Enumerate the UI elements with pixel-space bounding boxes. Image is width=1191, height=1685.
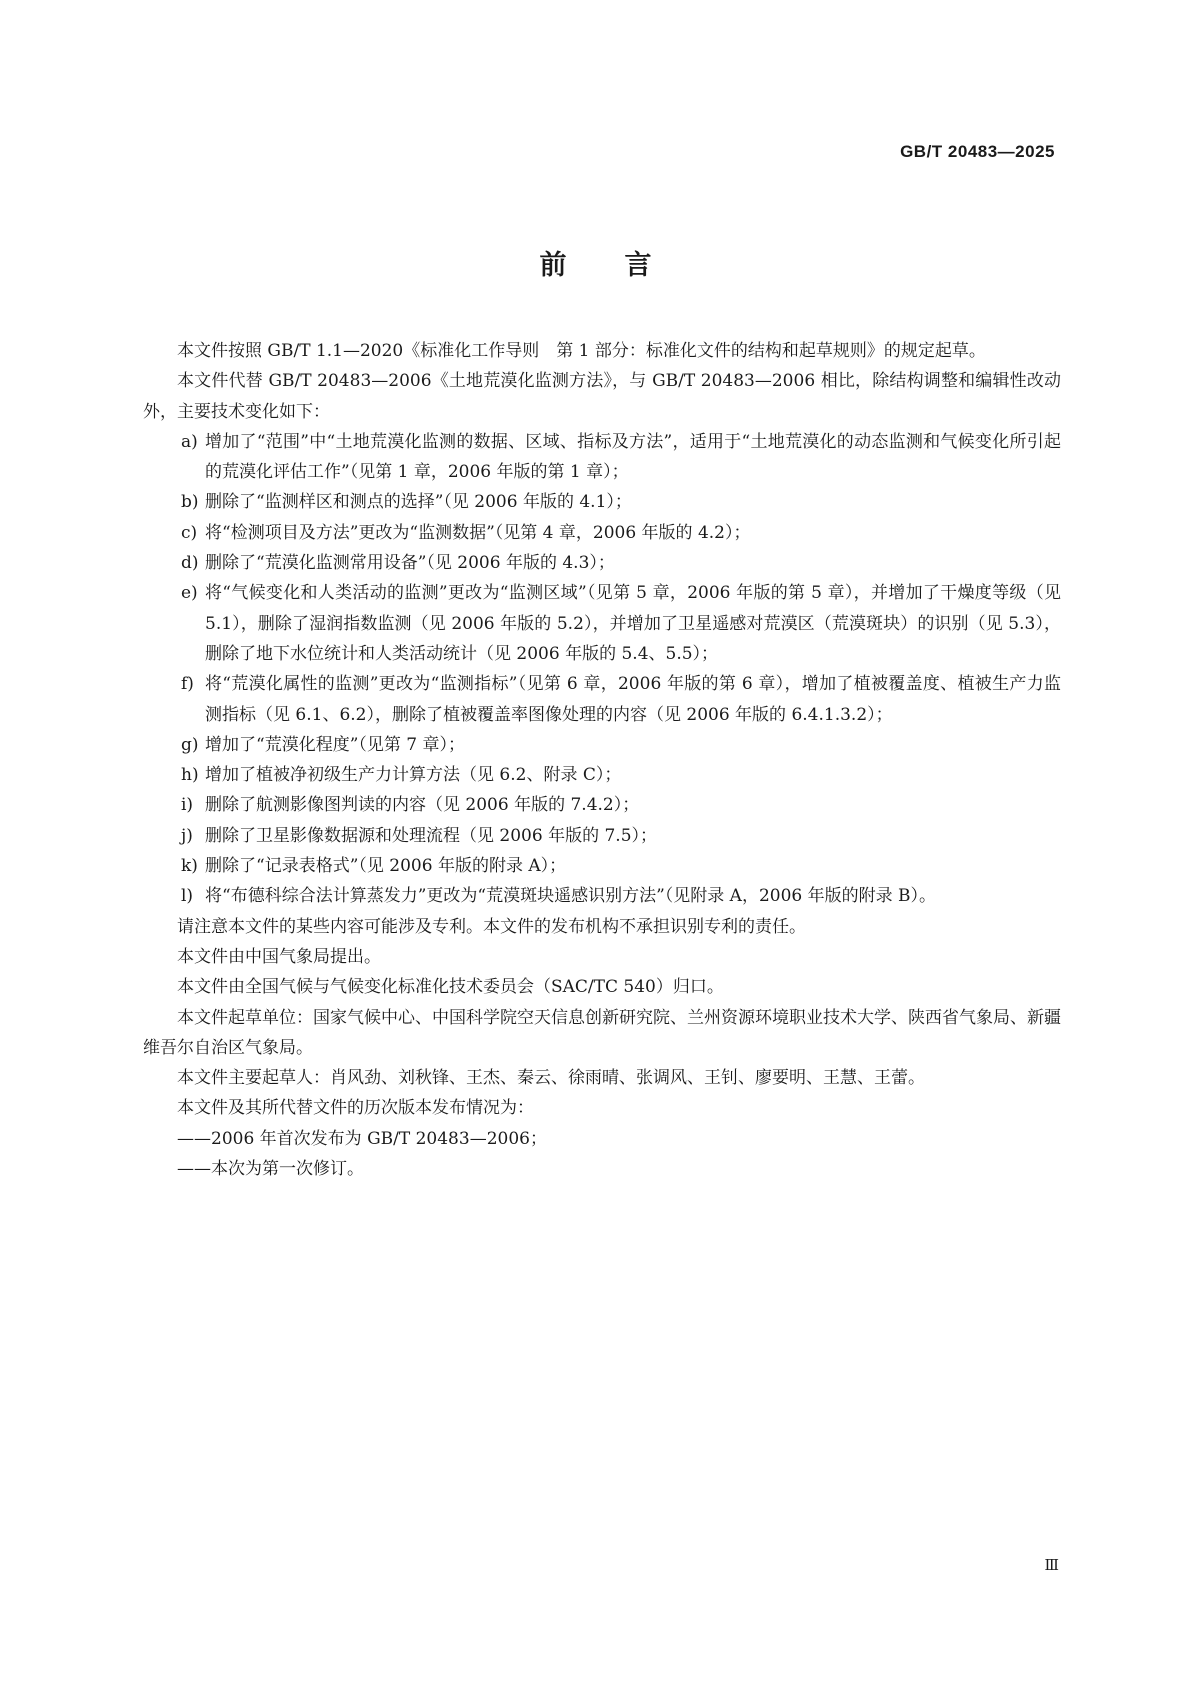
list-item-label: a)	[181, 431, 198, 452]
intro-paragraph: 本文件代替 GB/T 20483—2006《土地荒漠化监测方法》，与 GB/T 20483—2006 相比，除结构调整和编辑性改动外，主要技术变化如下：	[143, 371, 1061, 422]
patent-notice: 请注意本文件的某些内容可能涉及专利。本文件的发布机构不承担识别专利的责任。	[177, 916, 806, 937]
drafting-units: 本文件起草单位：国家气候中心、中国科学院空天信息创新研究院、兰州资源环境职业技术大学、陕西省气象局、新疆维吾尔自治区气象局。	[143, 1007, 1061, 1058]
list-item	[143, 730, 1061, 760]
list-item-text: 将“荒漠化属性的监测”更改为“监测指标”（见第 6 章，2006 年版的第 6 章），增加了植被覆盖度、植被生产力监测指标（见 6.1、6.2），删除了植被覆盖率图像处理的内容（见 2006 年版的 6.4.1.3.2）；	[205, 674, 1061, 725]
list-item	[143, 487, 1061, 517]
page-title: 前言	[539, 250, 710, 281]
list-item	[143, 851, 1061, 881]
list-item-label: g)	[181, 734, 199, 755]
list-item-text: 删除了“监测样区和测点的选择”（见 2006 年版的 4.1）；	[205, 492, 632, 513]
history-item: ——2006 年首次发布为 GB/T 20483—2006；	[177, 1128, 547, 1149]
list-item	[143, 548, 1061, 578]
list-item	[143, 669, 1061, 730]
list-item-text: 删除了“记录表格式”（见 2006 年版的附录 A）；	[205, 856, 567, 877]
history-item: ——本次为第一次修订。	[177, 1159, 364, 1180]
list-item-text: 增加了“范围”中“土地荒漠化监测的数据、区域、指标及方法”，适用于“土地荒漠化的动态监测和气候变化所引起的荒漠化评估工作”（见第 1 章，2006 年版的第 1 章）；	[205, 431, 1061, 483]
list-item-text: 删除了航测影像图判读的内容（见 2006 年版的 7.4.2）；	[205, 795, 640, 816]
proposer-statement: 本文件由中国气象局提出。	[177, 946, 381, 967]
change-list	[143, 427, 1061, 912]
list-item	[143, 760, 1061, 790]
list-item-label: e)	[181, 583, 198, 604]
document-body	[143, 336, 1061, 1184]
history-intro: 本文件及其所代替文件的历次版本发布情况为：	[177, 1098, 534, 1119]
list-item-text: 将“检测项目及方法”更改为“监测数据”（见第 4 章，2006 年版的 4.2）；	[205, 522, 751, 543]
list-item-text: 将“布德科综合法计算蒸发力”更改为“荒漠斑块遥感识别方法”（见附录 A，2006 年版的附录 B）。	[205, 886, 937, 907]
intro-paragraph: 本文件按照 GB/T 1.1—2020《标准化工作导则 第 1 部分：标准化文件的结构和起草规则》的规定起草。	[177, 341, 986, 361]
list-item-label: c)	[181, 522, 198, 543]
list-item-label: k)	[181, 856, 198, 877]
list-item-text: 删除了卫星影像数据源和处理流程（见 2006 年版的 7.5）；	[205, 825, 658, 846]
standard-number: GB/T 20483—2025	[900, 142, 1055, 161]
committee-statement: 本文件由全国气候与气候变化标准化技术委员会（SAC/TC 540）归口。	[177, 977, 724, 998]
list-item	[143, 518, 1061, 548]
list-item-text: 删除了“荒漠化监测常用设备”（见 2006 年版的 4.3）；	[205, 553, 615, 574]
drafters: 本文件主要起草人：肖风劲、刘秋锋、王杰、秦云、徐雨晴、张调风、王钊、廖要明、王慧、王蕾。	[177, 1068, 925, 1089]
list-item	[143, 427, 1061, 488]
list-item-label: i)	[181, 795, 194, 816]
list-item-label: b)	[181, 492, 199, 513]
list-item-text: 将“气候变化和人类活动的监测”更改为“监测区域”（见第 5 章，2006 年版的第 5 章），并增加了干燥度等级（见 5.1），删除了湿润指数监测（见 2006 年版的 5.2），并增加了卫星遥感对荒漠区（荒漠斑块）的识别（见 5.3），删除了地下水位统计和人类活动统计（见 2006 年版的 5.4、5.5）；	[205, 583, 1061, 664]
list-item	[143, 578, 1061, 669]
list-item	[143, 790, 1061, 820]
list-item-label: f)	[181, 674, 194, 695]
list-item-label: h)	[181, 765, 199, 786]
list-item-label: d)	[181, 553, 199, 574]
list-item	[143, 821, 1061, 851]
list-item-label: j)	[181, 825, 193, 846]
list-item-label: l)	[181, 886, 194, 907]
list-item-text: 增加了“荒漠化程度”（见第 7 章）；	[205, 734, 466, 755]
list-item-text: 增加了植被净初级生产力计算方法（见 6.2、附录 C）；	[205, 765, 622, 786]
page-number: Ⅲ	[1044, 1556, 1059, 1574]
list-item	[143, 881, 1061, 911]
